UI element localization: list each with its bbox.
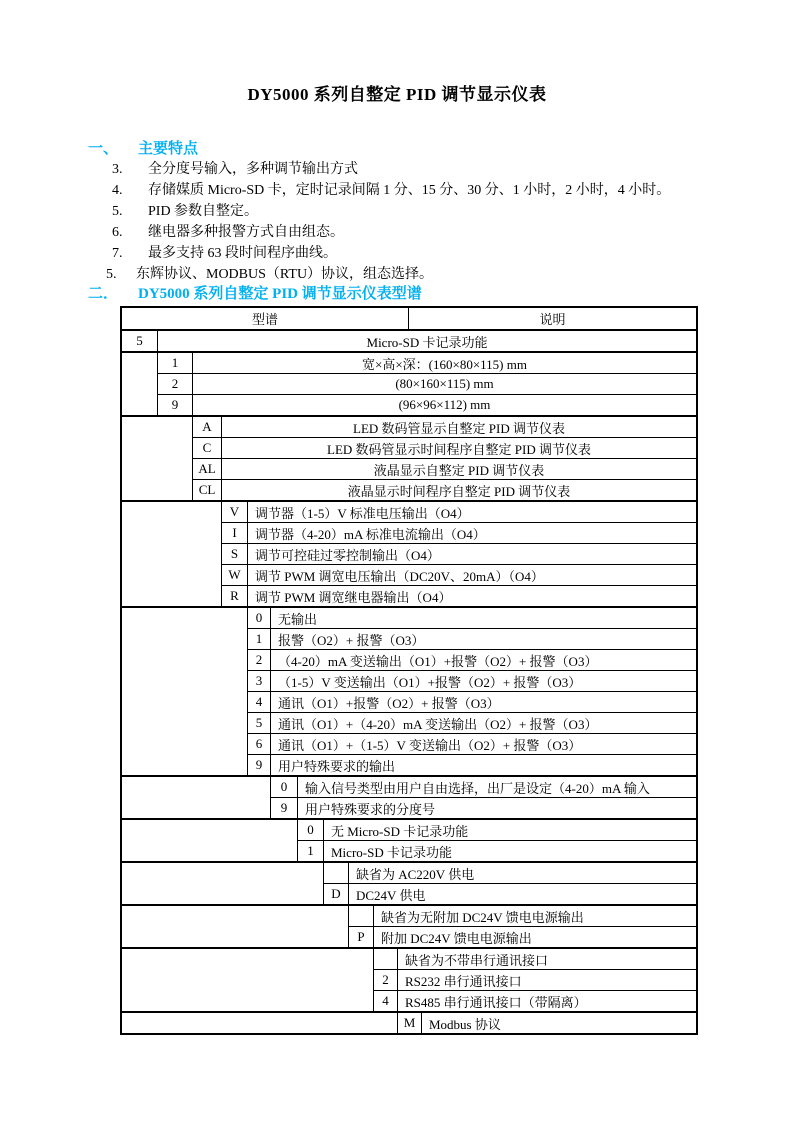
model-code-cell: 1 <box>248 629 271 649</box>
table-row <box>374 949 696 969</box>
table-row <box>271 777 696 797</box>
table-row <box>222 502 696 522</box>
feature-item-number: 4. <box>112 183 123 198</box>
table-row <box>298 820 696 840</box>
model-code-cell: D <box>324 884 349 904</box>
merged-empty-cell <box>122 353 158 415</box>
table-group <box>122 502 696 608</box>
model-code-cell: A <box>193 417 222 437</box>
model-code-cell: M <box>398 1013 422 1033</box>
merged-empty-cell <box>122 608 248 775</box>
table-group <box>122 777 696 820</box>
model-code-cell: 0 <box>248 608 271 628</box>
feature-item <box>112 180 670 201</box>
table-header-row <box>122 308 696 331</box>
model-desc-cell: 液晶显示自整定 PID 调节仪表 <box>373 462 545 478</box>
table-row <box>158 353 696 373</box>
model-code-cell: 1 <box>298 841 324 861</box>
table-row <box>248 754 696 775</box>
model-desc-cell: Micro-SD 卡记录功能 <box>331 844 452 860</box>
table-group <box>122 353 696 417</box>
model-desc-cell: 液晶显示时间程序自整定 PID 调节仪表 <box>347 483 571 499</box>
model-desc-cell: （4-20）mA 变送输出（O1）+报警（O2）+ 报警（O3） <box>278 653 598 669</box>
table-row <box>248 670 696 691</box>
table-row <box>222 522 696 543</box>
model-desc-cell: 缺省为 AC220V 供电 <box>356 866 475 882</box>
table-row <box>271 797 696 818</box>
model-code-cell: 2 <box>248 650 271 670</box>
table-row <box>324 883 696 904</box>
model-code-cell: P <box>349 927 374 947</box>
model-code-cell: 5 <box>248 713 271 733</box>
table-group <box>122 949 696 1013</box>
feature-item-text: 存储媒质 Micro-SD 卡，定时记录间隔 1 分、15 分、30 分、1 小时，2 小时，4 小时。 <box>148 183 671 198</box>
merged-empty-cell <box>122 1013 398 1033</box>
feature-item-text: 东辉协议、MODBUS（RTU）协议，组态选择。 <box>136 267 434 282</box>
section-title: 主要特点 <box>138 141 199 157</box>
feature-item <box>112 201 670 222</box>
feature-item <box>112 222 670 243</box>
feature-item-number: 7. <box>112 246 123 261</box>
model-desc-cell: 用户特殊要求的分度号 <box>305 801 436 817</box>
feature-item-text: 继电器多种报警方式自由组态。 <box>148 225 344 240</box>
table-row <box>349 926 696 947</box>
feature-item-number: 5. <box>106 267 117 282</box>
table-row <box>158 373 696 394</box>
model-desc-cell: 附加 DC24V 馈电电源输出 <box>381 930 532 946</box>
table-row <box>222 585 696 606</box>
model-code-cell: AL <box>193 459 222 479</box>
model-desc-cell: 报警（O2）+ 报警（O3） <box>278 632 425 648</box>
table-row <box>193 437 696 458</box>
table-row <box>193 417 696 437</box>
model-desc-cell: Micro-SD 卡记录功能 <box>366 334 488 350</box>
feature-item-text: PID 参数自整定。 <box>148 204 259 219</box>
model-desc-cell: 调节 PWM 调宽电压输出（DC20V、20mA）（O4） <box>255 568 544 584</box>
merged-empty-cell <box>122 502 222 606</box>
model-desc-cell: (96×96×112) mm <box>398 397 491 412</box>
model-code-cell: 6 <box>248 734 271 754</box>
merged-empty-cell <box>122 906 349 947</box>
table-row <box>158 394 696 415</box>
table-header-description: 说明 <box>539 312 566 327</box>
model-code-cell: 1 <box>158 353 193 373</box>
table-row <box>324 863 696 883</box>
model-code-cell: 4 <box>374 991 398 1011</box>
model-code-cell: W <box>222 565 248 585</box>
table-row <box>122 331 696 351</box>
section-heading-spectrum <box>88 282 422 303</box>
model-desc-cell: (80×160×115) mm <box>395 376 494 391</box>
table-row <box>248 712 696 733</box>
model-code-cell: C <box>193 438 222 458</box>
model-code-cell: 0 <box>298 820 324 840</box>
model-code-cell <box>349 906 374 926</box>
table-row <box>222 543 696 564</box>
feature-item <box>112 159 670 180</box>
table-group <box>122 820 696 863</box>
table-row <box>248 733 696 754</box>
table-row <box>193 479 696 500</box>
model-desc-cell: RS485 串行通讯接口（带隔离） <box>405 994 587 1010</box>
model-code-cell: 9 <box>271 798 298 818</box>
model-desc-cell: 通讯（O1）+报警（O2）+ 报警（O3） <box>278 695 500 711</box>
table-row <box>248 608 696 628</box>
model-desc-cell: 输入信号类型由用户自由选择，出厂是设定（4-20）mA 输入 <box>305 780 650 796</box>
feature-item-text: 全分度号输入，多种调节输出方式 <box>148 162 358 177</box>
table-group <box>122 1013 696 1033</box>
model-code-cell: 0 <box>271 777 298 797</box>
model-desc-cell: Modbus 协议 <box>429 1016 501 1032</box>
model-desc-cell: 通讯（O1）+（1-5）V 变送输出（O2）+ 报警（O3） <box>278 737 582 753</box>
model-spectrum-table <box>120 306 698 1035</box>
table-row <box>374 990 696 1011</box>
model-code-cell: 2 <box>374 970 398 990</box>
model-code-cell: 2 <box>158 374 193 394</box>
model-desc-cell: 调节器（4-20）mA 标准电流输出（O4） <box>255 526 486 542</box>
merged-empty-cell <box>122 820 298 861</box>
table-row <box>222 564 696 585</box>
table-row <box>398 1013 696 1033</box>
model-desc-cell: 缺省为无附加 DC24V 馈电电源输出 <box>381 909 584 925</box>
feature-item-number: 3. <box>112 162 123 177</box>
table-group <box>122 906 696 949</box>
section-number: 一、 <box>88 141 119 157</box>
section-title: DY5000 系列自整定 PID 调节显示仪表型谱 <box>138 286 422 302</box>
section-number: 二． <box>88 286 119 302</box>
feature-item-number: 5. <box>112 204 123 219</box>
model-code-cell: S <box>222 544 248 564</box>
model-desc-cell: 无 Micro-SD 卡记录功能 <box>331 823 469 839</box>
model-desc-cell: 无输出 <box>278 611 318 627</box>
table-row <box>193 458 696 479</box>
merged-empty-cell <box>122 863 324 904</box>
model-desc-cell: DC24V 供电 <box>356 887 426 903</box>
model-desc-cell: RS232 串行通讯接口 <box>405 973 522 989</box>
features-list <box>106 159 671 285</box>
merged-empty-cell <box>122 777 271 818</box>
table-group <box>122 608 696 777</box>
model-code-cell: 4 <box>248 692 271 712</box>
model-code-cell: 9 <box>158 395 193 415</box>
model-desc-cell: 缺省为不带串行通讯接口 <box>405 952 549 968</box>
merged-empty-cell <box>122 949 374 1011</box>
table-row <box>248 691 696 712</box>
table-group <box>122 417 696 502</box>
model-code-cell: V <box>222 502 248 522</box>
model-code-cell: R <box>222 586 248 606</box>
model-code-cell: I <box>222 523 248 543</box>
feature-item-number: 6. <box>112 225 123 240</box>
model-code-cell: 5 <box>122 331 158 351</box>
table-header-spectrum: 型谱 <box>122 308 409 329</box>
model-code-cell: 9 <box>248 755 271 775</box>
feature-item <box>112 243 670 264</box>
table-row <box>248 649 696 670</box>
model-code-cell <box>374 949 398 969</box>
model-desc-cell: 用户特殊要求的输出 <box>278 758 396 774</box>
model-code-cell <box>324 863 349 883</box>
model-code-cell: 3 <box>248 671 271 691</box>
table-group <box>122 863 696 906</box>
model-desc-cell: LED 数码管显示自整定 PID 调节仪表 <box>353 420 565 436</box>
merged-empty-cell <box>122 417 193 500</box>
table-row <box>374 969 696 990</box>
model-desc-cell: 调节可控硅过零控制输出（O4） <box>255 547 440 563</box>
table-group <box>122 331 696 353</box>
model-desc-cell: 调节 PWM 调宽继电器输出（O4） <box>255 589 452 605</box>
model-desc-cell: 调节器（1-5）V 标准电压输出（O4） <box>255 505 470 521</box>
table-row <box>298 840 696 861</box>
table-row <box>349 906 696 926</box>
model-code-cell: CL <box>193 480 222 500</box>
model-desc-cell: 宽×高×深：(160×80×115) mm <box>362 356 527 372</box>
feature-item-text: 最多支持 63 段时间程序曲线。 <box>148 246 337 261</box>
model-desc-cell: （1-5）V 变送输出（O1）+报警（O2）+ 报警（O3） <box>278 674 582 690</box>
model-desc-cell: 通讯（O1）+（4-20）mA 变送输出（O2）+ 报警（O3） <box>278 716 598 732</box>
section-heading-features <box>88 137 198 158</box>
table-row <box>248 628 696 649</box>
page-title: DY5000 系列自整定 PID 调节显示仪表 <box>247 85 547 104</box>
model-desc-cell: LED 数码管显示时间程序自整定 PID 调节仪表 <box>327 441 591 457</box>
